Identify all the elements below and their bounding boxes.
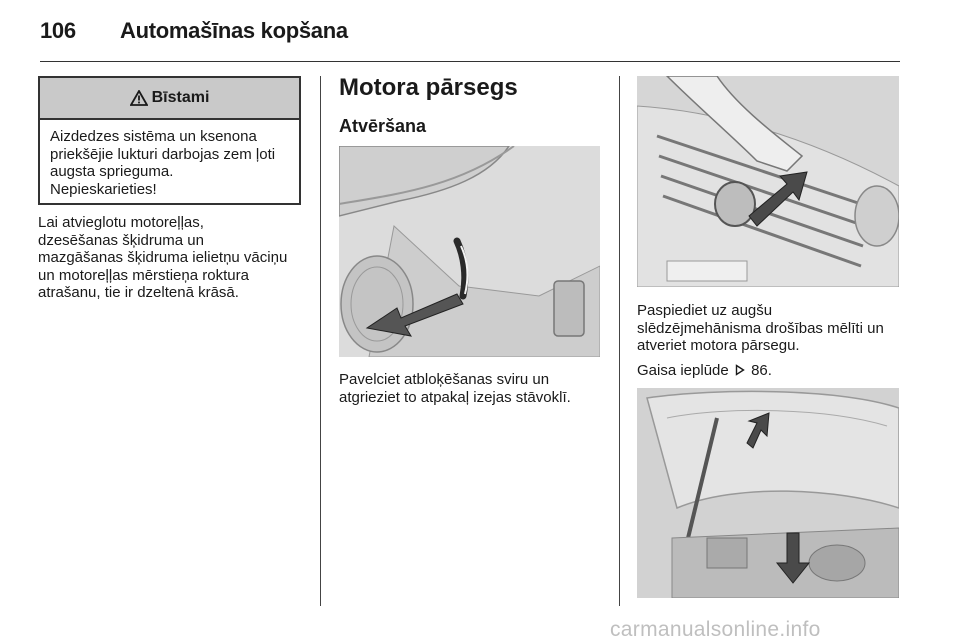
page-number: 106: [40, 18, 76, 43]
left-paragraph: [38, 214, 313, 302]
page-title: Automašīnas kopšana: [120, 18, 348, 43]
column-divider-1: [320, 76, 321, 606]
reference-page: 86.: [751, 362, 772, 379]
warning-body: [40, 120, 299, 206]
warning-heading: Bīstami: [151, 89, 210, 106]
paragraph-line: Lai atvieglotu motoreļļas,: [38, 214, 204, 231]
page-reference-arrow-icon: [735, 364, 745, 376]
warning-note: Nepieskarieties!: [50, 180, 157, 198]
caption-line: Pavelciet atbloķēšanas sviru un: [339, 371, 550, 388]
reference-text: Gaisa ieplūde: [637, 362, 729, 379]
paragraph-line: un motoreļļas mērstieņa roktura: [38, 266, 249, 284]
paragraph-line: atveriet motora pārsegu.: [637, 337, 800, 354]
hood-latch-illustration: [637, 76, 899, 287]
caption: [339, 371, 609, 406]
page-header: [40, 18, 348, 44]
warning-box: [38, 76, 301, 205]
paragraph-line: mazgāšanas šķidruma ielietņu vāciņu: [38, 249, 288, 266]
section-subtitle: Atvēršana: [339, 116, 427, 136]
paragraph-line: dzesēšanas šķidruma un: [38, 231, 204, 249]
paragraph-line: Paspiediet uz augšu: [637, 302, 773, 319]
section-title: Motora pārsegs: [339, 74, 518, 101]
paragraph-line: slēdzējmehānisma drošības mēlīti un: [637, 319, 884, 337]
watermark: carmanualsonline.info: [610, 618, 821, 641]
warning-line: augsta sprieguma.: [50, 163, 174, 180]
warning-line: priekšējie lukturi darbojas zem ļoti: [50, 145, 276, 163]
right-paragraph: [637, 302, 912, 355]
warning-triangle-icon: [130, 90, 148, 106]
warning-header: [40, 78, 299, 120]
caption-line: atgrieziet to atpakaļ izejas stāvoklī.: [339, 388, 571, 406]
release-lever-illustration: [339, 146, 600, 357]
header-rule: [40, 61, 900, 62]
paragraph-line: atrašanu, tie ir dzeltenā krāsā.: [38, 284, 239, 301]
column-divider-2: [619, 76, 620, 606]
cross-reference: [637, 362, 772, 380]
warning-line: Aizdedzes sistēma un ksenona: [50, 128, 257, 145]
hood-prop-illustration: [637, 388, 899, 598]
